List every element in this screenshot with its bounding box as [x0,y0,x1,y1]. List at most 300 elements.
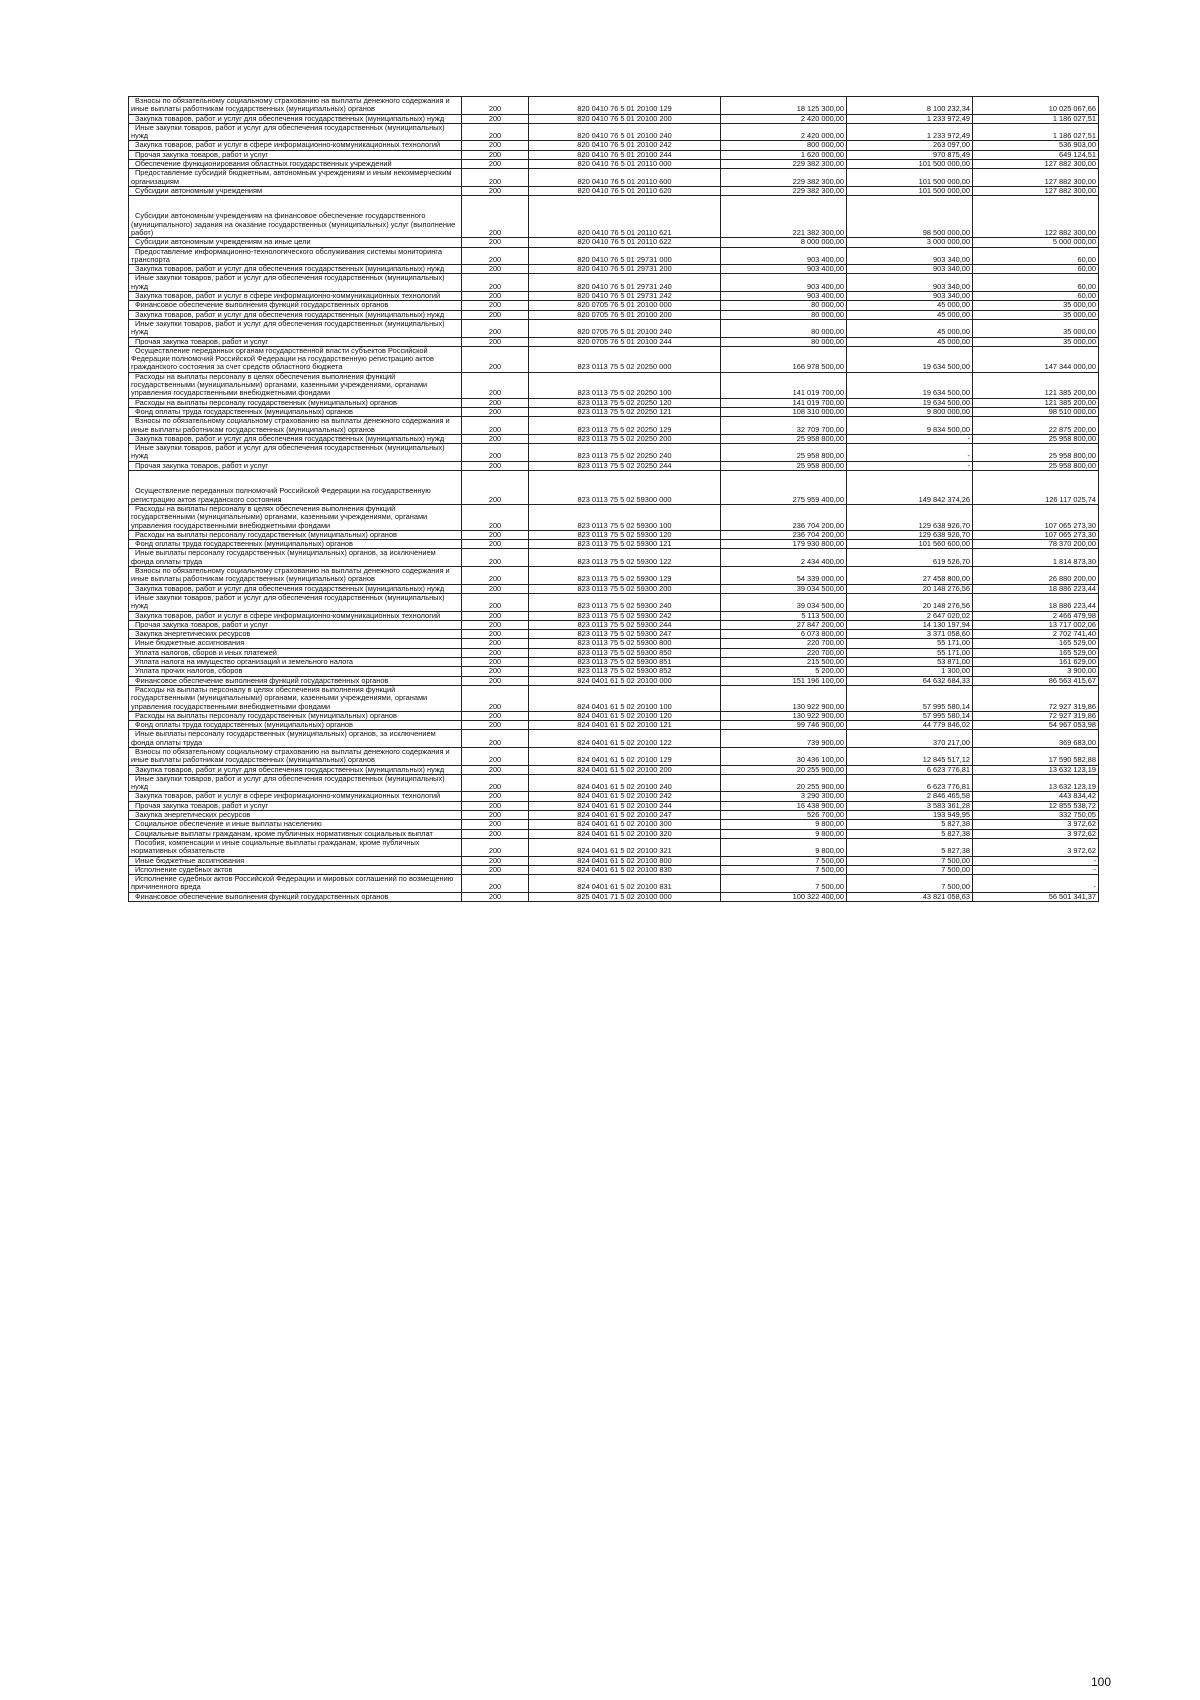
table-row [129,141,1099,150]
page-number: 100 [1091,1675,1112,1689]
row-classification-code: 820 0410 76 5 01 20100 129 [529,97,721,115]
row-approved-amount: 130 922 900,00 [721,711,847,720]
row-remaining-amount: 369 683,00 [973,730,1099,748]
row-name: Закупка товаров, работ и услуг для обеспечения государственных (муниципальных) нужд [129,265,462,274]
row-name: Закупка товаров, работ и услуг в сфере информационно-коммуникационных технологий [129,792,462,801]
row-line-code: 200 [462,114,529,123]
row-classification-code: 823 0113 75 5 02 59300 129 [529,567,721,585]
row-executed-amount: 45 000,00 [847,319,973,337]
table-row [129,337,1099,346]
table-row [129,584,1099,593]
row-name: Закупка энергетических ресурсов [129,630,462,639]
row-remaining-amount: - [973,856,1099,865]
row-name: Закупка товаров, работ и услуг для обеспечения государственных (муниципальных) нужд [129,310,462,319]
row-executed-amount: 101 500 000,00 [847,169,973,187]
row-classification-code: 820 0410 76 5 01 20100 244 [529,150,721,159]
table-row [129,856,1099,865]
row-approved-amount: 18 125 300,00 [721,97,847,115]
row-remaining-amount: 10 025 067,66 [973,97,1099,115]
row-remaining-amount: 2 466 479,98 [973,611,1099,620]
row-executed-amount: 7 500,00 [847,875,973,893]
table-row [129,865,1099,874]
row-line-code: 200 [462,838,529,856]
table-row [129,801,1099,810]
row-classification-code: 823 0113 75 5 02 59300 200 [529,584,721,593]
table-row [129,123,1099,141]
table-row [129,658,1099,667]
table-row [129,461,1099,470]
row-line-code: 200 [462,549,529,567]
row-remaining-amount: 26 880 200,00 [973,567,1099,585]
row-remaining-amount: 98 510 000,00 [973,407,1099,416]
row-classification-code: 820 0410 76 5 01 20110 621 [529,196,721,238]
row-approved-amount: 141 019 700,00 [721,398,847,407]
row-executed-amount: 903 340,00 [847,274,973,292]
row-remaining-amount: 107 065 273,30 [973,530,1099,539]
table-row [129,765,1099,774]
row-remaining-amount: 3 972,62 [973,829,1099,838]
row-executed-amount: 3 371 058,60 [847,630,973,639]
row-line-code: 200 [462,829,529,838]
table-row [129,186,1099,195]
row-line-code: 200 [462,820,529,829]
row-approved-amount: 3 290 300,00 [721,792,847,801]
table-row [129,265,1099,274]
row-executed-amount: 9 800 000,00 [847,407,973,416]
table-row [129,238,1099,247]
row-classification-code: 820 0410 76 5 01 29731 242 [529,292,721,301]
row-executed-amount: 27 458 800,00 [847,567,973,585]
row-executed-amount: 14 130 197,94 [847,620,973,629]
row-remaining-amount: 161 629,00 [973,658,1099,667]
row-line-code: 200 [462,265,529,274]
row-line-code: 200 [462,584,529,593]
row-approved-amount: 221 382 300,00 [721,196,847,238]
row-name: Взносы по обязательному социальному страхованию на выплаты денежного содержания и иные выплаты работникам государственных (муниципальных) органов [129,748,462,766]
row-name: Взносы по обязательному социальному страхованию на выплаты денежного содержания и иные выплаты работникам государственных (муниципальных) органов [129,97,462,115]
row-remaining-amount: 86 563 415,67 [973,676,1099,685]
row-classification-code: 823 0113 75 5 02 20250 100 [529,372,721,398]
row-executed-amount: 19 634 500,00 [847,398,973,407]
row-remaining-amount: 35 000,00 [973,319,1099,337]
row-remaining-amount: 126 117 025,74 [973,470,1099,504]
row-line-code: 200 [462,892,529,901]
row-executed-amount: 970 875,49 [847,150,973,159]
row-remaining-amount: 60,00 [973,292,1099,301]
row-name: Закупка товаров, работ и услуг для обеспечения государственных (муниципальных) нужд [129,114,462,123]
row-approved-amount: 800 000,00 [721,141,847,150]
row-name: Уплата прочих налогов, сборов [129,667,462,676]
budget-execution-sheet [128,96,1098,902]
table-row [129,829,1099,838]
row-approved-amount: 220 700,00 [721,648,847,657]
row-classification-code: 824 0401 61 5 02 20100 242 [529,792,721,801]
row-executed-amount: 9 834 500,00 [847,417,973,435]
row-approved-amount: 229 382 300,00 [721,186,847,195]
row-name: Иные закупки товаров, работ и услуг для обеспечения государственных (муниципальных) нужд [129,123,462,141]
row-name: Уплата налогов, сборов и иных платежей [129,648,462,657]
table-row [129,97,1099,115]
row-approved-amount: 8 000 000,00 [721,238,847,247]
table-row [129,811,1099,820]
table-row [129,407,1099,416]
row-approved-amount: 32 709 700,00 [721,417,847,435]
row-remaining-amount: - [973,875,1099,893]
row-line-code: 200 [462,676,529,685]
row-classification-code: 824 0401 61 5 02 20100 129 [529,748,721,766]
row-line-code: 200 [462,310,529,319]
row-executed-amount: 5 827,38 [847,838,973,856]
row-remaining-amount: 3 972,62 [973,820,1099,829]
row-remaining-amount: 60,00 [973,247,1099,265]
row-remaining-amount: - [973,865,1099,874]
row-executed-amount: 6 623 776,81 [847,774,973,792]
table-row [129,114,1099,123]
table-row [129,470,1099,504]
row-executed-amount: 903 340,00 [847,247,973,265]
row-remaining-amount: 122 882 300,00 [973,196,1099,238]
row-classification-code: 823 0113 75 5 02 59300 851 [529,658,721,667]
row-classification-code: 820 0705 76 5 01 20100 240 [529,319,721,337]
row-executed-amount: 149 842 374,26 [847,470,973,504]
row-name: Прочая закупка товаров, работ и услуг [129,150,462,159]
row-line-code: 200 [462,444,529,462]
row-classification-code: 823 0113 75 5 02 59300 850 [529,648,721,657]
row-executed-amount: 370 217,00 [847,730,973,748]
row-name: Закупка товаров, работ и услуг для обеспечения государственных (муниципальных) нужд [129,434,462,443]
row-approved-amount: 1 620 000,00 [721,150,847,159]
row-executed-amount: 19 634 500,00 [847,346,973,372]
row-name: Иные выплаты персоналу государственных (муниципальных) органов, за исключением фонда оплаты труда [129,549,462,567]
row-classification-code: 823 0113 75 5 02 20250 121 [529,407,721,416]
table-row [129,196,1099,238]
row-executed-amount: 45 000,00 [847,310,973,319]
table-row [129,611,1099,620]
table-row [129,711,1099,720]
table-row [129,398,1099,407]
row-approved-amount: 215 500,00 [721,658,847,667]
table-row [129,417,1099,435]
row-line-code: 200 [462,667,529,676]
row-classification-code: 824 0401 61 5 02 20100 830 [529,865,721,874]
row-name: Расходы на выплаты персоналу государственных (муниципальных) органов [129,530,462,539]
row-remaining-amount: 1 814 873,30 [973,549,1099,567]
row-executed-amount: 1 233 972,49 [847,114,973,123]
row-approved-amount: 220 700,00 [721,639,847,648]
row-line-code: 200 [462,319,529,337]
row-executed-amount: 1 300,00 [847,667,973,676]
row-name: Расходы на выплаты персоналу государственных (муниципальных) органов [129,398,462,407]
row-approved-amount: 130 922 900,00 [721,685,847,711]
row-remaining-amount: 332 750,05 [973,811,1099,820]
row-approved-amount: 229 382 300,00 [721,160,847,169]
row-line-code: 200 [462,292,529,301]
row-remaining-amount: 25 958 800,00 [973,444,1099,462]
row-approved-amount: 275 959 400,00 [721,470,847,504]
row-executed-amount: 5 827,38 [847,820,973,829]
row-classification-code: 823 0113 75 5 02 59300 247 [529,630,721,639]
table-row [129,639,1099,648]
row-line-code: 200 [462,648,529,657]
row-executed-amount: 101 500 000,00 [847,186,973,195]
row-line-code: 200 [462,372,529,398]
row-classification-code: 823 0113 75 5 02 20250 240 [529,444,721,462]
row-approved-amount: 25 958 800,00 [721,444,847,462]
row-approved-amount: 5 200,00 [721,667,847,676]
row-line-code: 200 [462,730,529,748]
row-executed-amount: 57 995 580,14 [847,711,973,720]
row-line-code: 200 [462,274,529,292]
row-classification-code: 823 0113 75 5 02 59300 852 [529,667,721,676]
row-approved-amount: 236 704 200,00 [721,530,847,539]
row-remaining-amount: 147 344 000,00 [973,346,1099,372]
row-remaining-amount: 5 000 000,00 [973,238,1099,247]
row-name: Расходы на выплаты персоналу в целях обеспечения выполнения функций государственными (муниципальными) органами, казенными учреждениями, органами управления государственными внебюджетными фондами [129,372,462,398]
row-approved-amount: 80 000,00 [721,310,847,319]
row-line-code: 200 [462,530,529,539]
row-classification-code: 824 0401 61 5 02 20100 100 [529,685,721,711]
row-remaining-amount: 107 065 273,30 [973,504,1099,530]
row-executed-amount: 43 821 058,63 [847,892,973,901]
row-executed-amount: 619 526,70 [847,549,973,567]
row-name: Прочая закупка товаров, работ и услуг [129,801,462,810]
row-line-code: 200 [462,417,529,435]
row-remaining-amount: 72 927 319,86 [973,711,1099,720]
row-approved-amount: 80 000,00 [721,301,847,310]
table-row [129,820,1099,829]
row-approved-amount: 141 019 700,00 [721,372,847,398]
row-approved-amount: 151 196 100,00 [721,676,847,685]
row-executed-amount: 19 634 500,00 [847,372,973,398]
row-classification-code: 824 0401 61 5 02 20100 200 [529,765,721,774]
row-name: Взносы по обязательному социальному страхованию на выплаты денежного содержания и иные выплаты работникам государственных (муниципальных) органов [129,417,462,435]
budget-table [128,96,1099,902]
row-executed-amount: 45 000,00 [847,301,973,310]
row-remaining-amount: 443 834,42 [973,792,1099,801]
row-name: Финансовое обеспечение выполнения функций государственных органов [129,892,462,901]
row-classification-code: 824 0401 61 5 02 20100 321 [529,838,721,856]
row-line-code: 200 [462,801,529,810]
budget-table-body [129,97,1099,902]
row-approved-amount: 526 700,00 [721,811,847,820]
row-name: Закупка товаров, работ и услуг для обеспечения государственных (муниципальных) нужд [129,584,462,593]
row-name: Фонд оплаты труда государственных (муниципальных) органов [129,407,462,416]
row-approved-amount: 7 500,00 [721,856,847,865]
row-executed-amount: 903 340,00 [847,265,973,274]
table-row [129,685,1099,711]
row-name: Расходы на выплаты персоналу в целях обеспечения выполнения функций государственными (муниципальными) органами, казенными учреждениями, органами управления государственными внебюджетными фондами [129,685,462,711]
row-name: Обеспечение функционирования областных государственных учреждений [129,160,462,169]
table-row [129,150,1099,159]
row-remaining-amount: 536 903,00 [973,141,1099,150]
row-line-code: 200 [462,856,529,865]
row-approved-amount: 20 255 900,00 [721,774,847,792]
row-executed-amount: 3 583 361,28 [847,801,973,810]
table-row [129,319,1099,337]
row-name: Закупка товаров, работ и услуг в сфере информационно-коммуникационных технологий [129,292,462,301]
row-executed-amount: 5 827,38 [847,829,973,838]
row-classification-code: 820 0410 76 5 01 20100 242 [529,141,721,150]
row-classification-code: 820 0410 76 5 01 20100 200 [529,114,721,123]
table-row [129,730,1099,748]
row-name: Исполнение судебных актов [129,865,462,874]
table-row [129,169,1099,187]
row-line-code: 200 [462,639,529,648]
row-line-code: 200 [462,774,529,792]
row-executed-amount: 20 148 276,56 [847,584,973,593]
row-executed-amount: 45 000,00 [847,337,973,346]
row-line-code: 200 [462,301,529,310]
row-classification-code: 823 0113 75 5 02 59300 800 [529,639,721,648]
row-executed-amount: 98 500 000,00 [847,196,973,238]
row-classification-code: 824 0401 61 5 02 20100 120 [529,711,721,720]
row-name: Закупка энергетических ресурсов [129,811,462,820]
row-approved-amount: 99 746 900,00 [721,721,847,730]
row-remaining-amount: 25 958 800,00 [973,434,1099,443]
row-line-code: 200 [462,141,529,150]
row-executed-amount: 6 623 776,81 [847,765,973,774]
row-approved-amount: 30 436 100,00 [721,748,847,766]
row-remaining-amount: 35 000,00 [973,310,1099,319]
row-approved-amount: 20 255 900,00 [721,765,847,774]
row-classification-code: 823 0113 75 5 02 59300 242 [529,611,721,620]
row-name: Социальное обеспечение и иные выплаты населению [129,820,462,829]
table-row [129,630,1099,639]
row-classification-code: 824 0401 61 5 02 20100 240 [529,774,721,792]
row-approved-amount: 27 847 200,00 [721,620,847,629]
table-row [129,593,1099,611]
row-remaining-amount: 13 632 123,19 [973,774,1099,792]
row-remaining-amount: 649 124,51 [973,150,1099,159]
row-name: Иные бюджетные ассигнования [129,856,462,865]
row-approved-amount: 903 400,00 [721,265,847,274]
row-remaining-amount: 12 855 538,72 [973,801,1099,810]
table-row [129,838,1099,856]
row-classification-code: 823 0113 75 5 02 59300 120 [529,530,721,539]
row-approved-amount: 25 958 800,00 [721,434,847,443]
row-name: Иные закупки товаров, работ и услуг для обеспечения государственных (муниципальных) нужд [129,593,462,611]
row-name: Расходы на выплаты персоналу в целях обеспечения выполнения функций государственными (муниципальными) органами, казенными учреждениями, органами управления государственными внебюджетными фондами [129,504,462,530]
row-remaining-amount: 165 529,00 [973,639,1099,648]
table-row [129,892,1099,901]
row-line-code: 200 [462,711,529,720]
row-name: Иные закупки товаров, работ и услуг для обеспечения государственных (муниципальных) нужд [129,444,462,462]
row-approved-amount: 9 800,00 [721,838,847,856]
row-remaining-amount: 127 882 300,00 [973,186,1099,195]
row-remaining-amount: 72 927 319,86 [973,685,1099,711]
row-name: Иные бюджетные ассигнования [129,639,462,648]
row-name: Предоставление субсидий бюджетным, автономным учреждениям и иным некоммерческим организациям [129,169,462,187]
row-classification-code: 824 0401 61 5 02 20100 320 [529,829,721,838]
row-approved-amount: 903 400,00 [721,274,847,292]
row-approved-amount: 166 978 500,00 [721,346,847,372]
table-row [129,540,1099,549]
row-executed-amount: 129 638 926,70 [847,530,973,539]
row-classification-code: 823 0113 75 5 02 59300 244 [529,620,721,629]
row-executed-amount: 2 647 020,02 [847,611,973,620]
row-approved-amount: 9 800,00 [721,829,847,838]
table-row [129,774,1099,792]
row-executed-amount: 8 100 232,34 [847,97,973,115]
row-line-code: 200 [462,875,529,893]
row-classification-code: 820 0410 76 5 01 29731 240 [529,274,721,292]
row-line-code: 200 [462,811,529,820]
row-classification-code: 823 0113 75 5 02 20250 200 [529,434,721,443]
row-remaining-amount: 60,00 [973,265,1099,274]
row-name: Иные закупки товаров, работ и услуг для обеспечения государственных (муниципальных) нужд [129,774,462,792]
row-classification-code: 824 0401 61 5 02 20100 800 [529,856,721,865]
row-remaining-amount: 3 900,00 [973,667,1099,676]
row-approved-amount: 7 500,00 [721,865,847,874]
row-remaining-amount: 35 000,00 [973,337,1099,346]
row-classification-code: 820 0410 76 5 01 29731 200 [529,265,721,274]
row-approved-amount: 108 310 000,00 [721,407,847,416]
row-executed-amount: 1 233 972,49 [847,123,973,141]
row-remaining-amount: 13 717 002,06 [973,620,1099,629]
row-executed-amount: 55 171,00 [847,639,973,648]
table-row [129,667,1099,676]
row-executed-amount: 12 845 517,12 [847,748,973,766]
row-name: Закупка товаров, работ и услуг в сфере информационно-коммуникационных технологий [129,611,462,620]
row-name: Прочая закупка товаров, работ и услуг [129,461,462,470]
row-executed-amount: 64 632 684,33 [847,676,973,685]
row-name: Социальные выплаты гражданам, кроме публичных нормативных социальных выплат [129,829,462,838]
row-executed-amount: 20 148 276,56 [847,593,973,611]
row-approved-amount: 25 958 800,00 [721,461,847,470]
row-name: Закупка товаров, работ и услуг для обеспечения государственных (муниципальных) нужд [129,765,462,774]
row-approved-amount: 39 034 500,00 [721,584,847,593]
row-line-code: 200 [462,169,529,187]
row-approved-amount: 903 400,00 [721,247,847,265]
row-line-code: 200 [462,567,529,585]
row-remaining-amount: 25 958 800,00 [973,461,1099,470]
row-line-code: 200 [462,337,529,346]
row-name: Субсидии автономным учреждениям [129,186,462,195]
row-line-code: 200 [462,685,529,711]
row-line-code: 200 [462,97,529,115]
row-classification-code: 820 0410 76 5 01 20110 620 [529,186,721,195]
row-name: Субсидии автономным учреждениям на иные цели [129,238,462,247]
row-approved-amount: 80 000,00 [721,337,847,346]
row-line-code: 200 [462,865,529,874]
row-classification-code: 823 0113 75 5 02 20250 244 [529,461,721,470]
row-classification-code: 825 0401 71 5 02 20100 000 [529,892,721,901]
row-line-code: 200 [462,346,529,372]
row-remaining-amount: 18 886 223,44 [973,584,1099,593]
row-executed-amount: - [847,461,973,470]
row-line-code: 200 [462,407,529,416]
row-line-code: 200 [462,593,529,611]
row-approved-amount: 7 500,00 [721,875,847,893]
table-row [129,549,1099,567]
table-row [129,748,1099,766]
row-remaining-amount: 18 886 223,44 [973,593,1099,611]
table-row [129,721,1099,730]
row-executed-amount: 55 171,00 [847,648,973,657]
table-row [129,648,1099,657]
row-name: Взносы по обязательному социальному страхованию на выплаты денежного содержания и иные выплаты работникам государственных (муниципальных) органов [129,567,462,585]
table-row [129,676,1099,685]
row-approved-amount: 229 382 300,00 [721,169,847,187]
table-row [129,434,1099,443]
row-classification-code: 820 0705 76 5 01 20100 000 [529,301,721,310]
table-row [129,274,1099,292]
row-executed-amount: 44 779 846,02 [847,721,973,730]
row-line-code: 200 [462,186,529,195]
row-remaining-amount: 165 529,00 [973,648,1099,657]
row-executed-amount: 53 871,00 [847,658,973,667]
row-executed-amount: - [847,444,973,462]
